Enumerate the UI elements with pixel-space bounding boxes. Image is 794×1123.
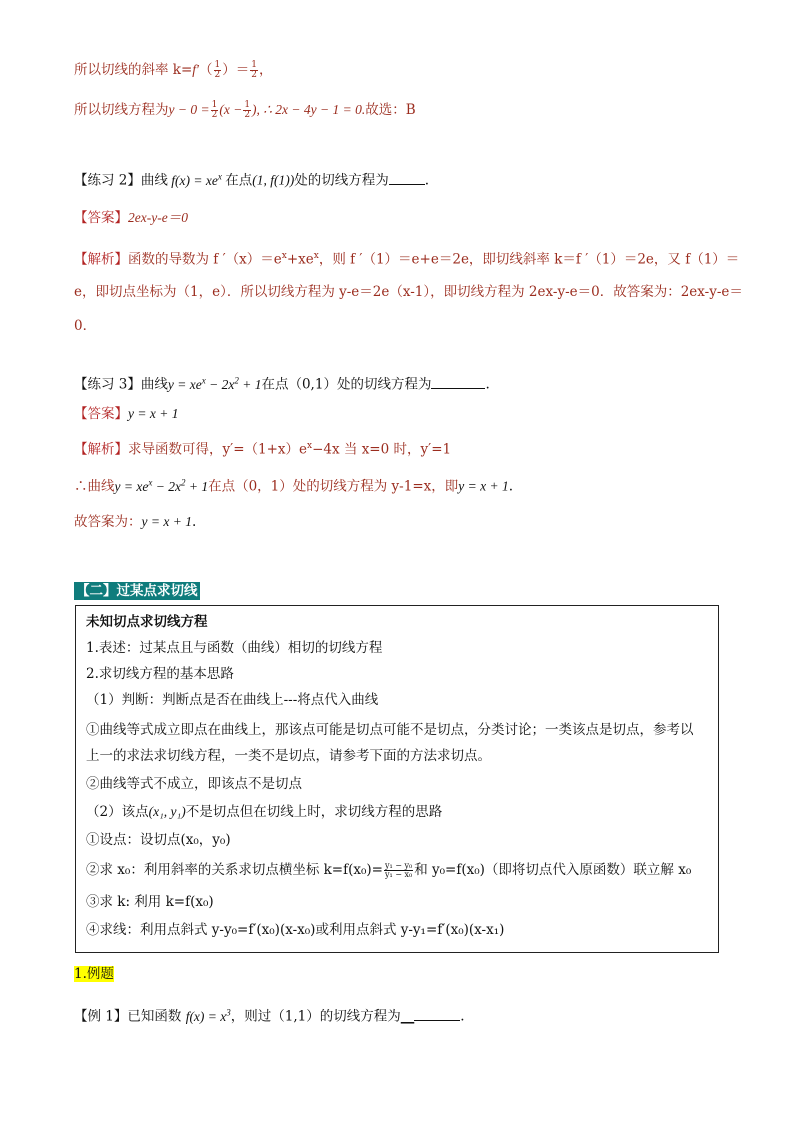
question-text: ，则过（1,1）的切线方程为 [230, 1008, 401, 1025]
analysis-text: −4x 当 x=0 时，y′=1 [312, 441, 452, 458]
examples-heading [74, 964, 114, 984]
question-text: 曲线 [140, 172, 168, 189]
final-end: . [191, 514, 197, 530]
conclusion-frac-b: $\frac{1}{2}$ [244, 100, 251, 120]
analysis-text: 在点（0，1）处的切线方程为 y-1=x，即 [208, 478, 459, 495]
exercise-label: 【练习 3】 [74, 376, 141, 393]
frac-numerator: 1 [214, 60, 221, 70]
answer-blank [414, 1006, 460, 1021]
exercise-label: 【练习 2】 [74, 172, 141, 189]
analysis-label: 【解析】 [74, 251, 128, 268]
question-math: $f(x) = xe^x$ [171, 171, 222, 188]
analysis-text: e，即切点坐标为（1，e）．所以切线方程为 y-e＝2e（x-1），即切线方程为 2ex-y-e＝0．故答案为：2ex-y-e＝ [74, 284, 743, 300]
question-math: $y = xe^x - 2x^2 + 1$ [167, 375, 262, 392]
exercise-3-final [74, 512, 196, 532]
slope-result-frac [250, 61, 258, 80]
question-end: . [485, 376, 490, 393]
exercise-2-question [74, 166, 429, 191]
frac-numerator: 1 [251, 60, 257, 70]
slope-suffix: ， [258, 62, 273, 78]
analysis-text: ，则 f ′（1）＝e+e＝2e，即切线斜率 k＝f ′（1）＝2e，又 f（1）＝ [318, 251, 740, 268]
answer-blank [389, 170, 425, 185]
question-end: . [460, 1008, 465, 1025]
answer-blank [431, 374, 485, 389]
slope-line: 所以切线的斜率 k=f′（ $\frac{1}{2}$ ）＝ $\frac{1}{2}$ ， [74, 60, 273, 80]
answer-value: 2ex-y-e＝0 [128, 210, 188, 225]
box-line-5: 上一的求法求切线方程，一类不是切点，请参考下面的方法求切点。 [86, 748, 491, 764]
box-line-7: （2）该点(x₁, y₁)不是切点但在切线上时，求切线方程的思路 [86, 804, 443, 820]
conclusion-frac-a: $\frac{1}{2}$ [211, 100, 218, 120]
examples-heading-text: 1.例题 [74, 966, 114, 982]
analysis-end: . [508, 478, 514, 495]
example-1-question [74, 1002, 465, 1027]
superscript: x [313, 251, 319, 261]
exercise-3-analysis-2 [74, 472, 513, 497]
conclusion-math-c: ), ∴ 2x − 4y − 1 = 0. [252, 102, 366, 117]
analysis-math: y = x + 1 [458, 478, 509, 494]
exercise-2-answer [74, 208, 188, 228]
box-line-4: ①曲线等式成立即点在曲线上，那该点可能是切点可能不是切点，分类讨论；一类该点是切点，参考以 [86, 722, 694, 738]
final-math: y = x + 1 [141, 514, 192, 529]
exercise-2-analysis-3 [74, 316, 96, 336]
superscript: x [307, 441, 313, 451]
box-line-9: ②求 x₀：利用斜率的关系求切点横坐标 k=f(x₀)= $\frac{\text{y₁ − y₀}}{\text{y₁ − x₀}}$ 和 y₀=f(x₀)（即将切点代入原函数）联立解 x₀ [86, 861, 692, 879]
equals-sign: ＝ [235, 62, 250, 78]
blank-underscore: __ [400, 1008, 415, 1025]
question-math: $f(x) = x^3$ [185, 1007, 231, 1024]
question-math-point: (1, f(1)) [252, 172, 295, 188]
exercise-2-analysis-1 [74, 246, 739, 270]
answer-label: 【答案】 [74, 406, 128, 422]
point-math: (x₁, y₁) [148, 804, 186, 819]
analysis-math: $y = xe^x - 2x^2 + 1$ [114, 477, 209, 494]
conclusion-math-b: (x − [219, 102, 243, 117]
conclusion-choice: 故选：B [365, 102, 416, 118]
superscript: x [281, 251, 287, 261]
analysis-text: 0． [74, 318, 97, 334]
frac-denominator: 2 [214, 70, 221, 80]
question-text: 曲线 [140, 376, 168, 393]
analysis-text: 求导函数可得，y′=（1+x）e [128, 441, 308, 458]
question-end: . [424, 172, 429, 189]
slope-fprime: f′ [192, 62, 200, 77]
final-text: 故答案为： [74, 514, 142, 530]
question-text: 在点 [225, 172, 253, 189]
box-line-6: ②曲线等式不成立，即该点不是切点 [86, 776, 302, 792]
method-box [75, 605, 719, 953]
box-line-2: 2.求切线方程的基本思路 [86, 666, 234, 682]
slope-text: 所以切线的斜率 k= [74, 62, 193, 78]
analysis-text: 函数的导数为 f ′（x）＝e [128, 251, 282, 268]
box-line-10: ③求 k: 利用 k=f(x₀) [86, 894, 214, 910]
exercise-3-question [74, 370, 490, 395]
conclusion-math-a: y − 0 = [168, 102, 210, 117]
box-line-3: （1）判断：判断点是否在曲线上---将点代入曲线 [86, 692, 379, 708]
section-heading: 【二】过某点求切线 [76, 583, 198, 599]
question-text: 已知函数 [127, 1008, 182, 1025]
box-line-11: ④求线：利用点斜式 y-y₀=f′(x₀)(x-x₀)或利用点斜式 y-y₁=f′(x₀)(x-x₁) [86, 922, 505, 938]
exercise-2-analysis-2 [74, 282, 743, 302]
example-label: 【例 1】 [74, 1008, 128, 1025]
analysis-text: ∴曲线 [74, 478, 115, 495]
exercise-3-answer [74, 404, 178, 424]
answer-label: 【答案】 [74, 210, 128, 226]
slope-frac [214, 61, 222, 80]
box-title: 未知切点求切线方程 [86, 614, 208, 630]
answer-value: y = x + 1 [128, 406, 179, 421]
box-line-8: ①设点：设切点(x₀，y₀) [86, 832, 231, 848]
tangent-line-conclusion [74, 100, 416, 120]
analysis-text: +xe [286, 251, 314, 268]
analysis-label: 【解析】 [74, 441, 128, 458]
slope-frac: $\frac{\text{y₁ − y₀}}{\text{y₁ − x₀}}$ [384, 861, 413, 879]
box-line-1: 1.表述：过某点且与函数（曲线）相切的切线方程 [86, 640, 383, 656]
conclusion-text: 所以切线方程为 [74, 102, 169, 118]
question-text: 在点（0,1）处的切线方程为 [261, 376, 432, 393]
question-text: 处的切线方程为 [294, 172, 389, 189]
exercise-3-analysis-1 [74, 436, 451, 460]
frac-denominator: 2 [251, 70, 257, 80]
